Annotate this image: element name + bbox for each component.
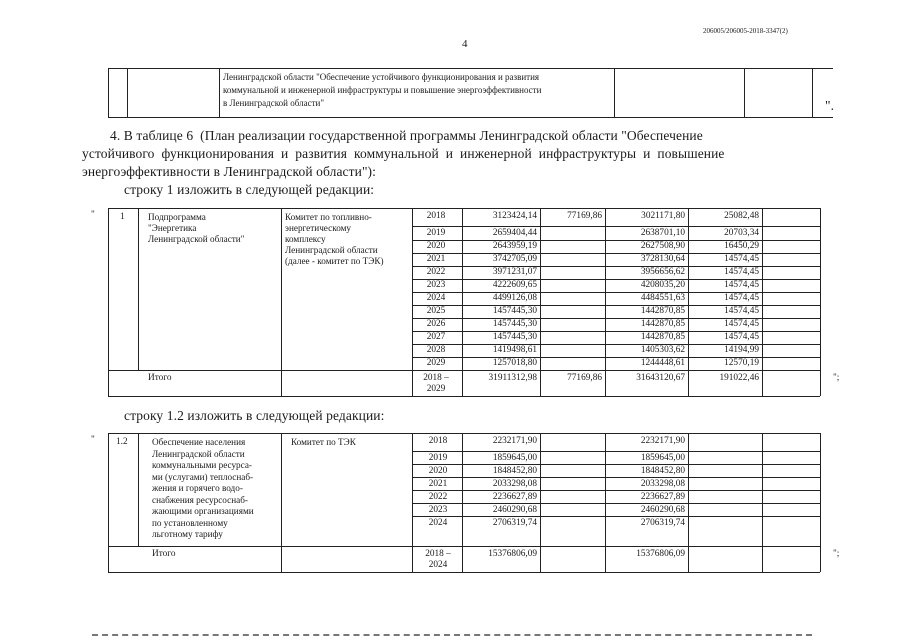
row-1-total-cell: 4499126,08 [492, 293, 537, 303]
row-1-local-cell: 14574,45 [724, 332, 759, 342]
row-1-2-total-cell: 2236627,89 [492, 492, 537, 502]
row-1-2-total-sum: 15376806,09 [488, 549, 537, 559]
row-1-2-total-label: Итого [152, 549, 176, 559]
row-1-2-regional-cell: 1859645,00 [640, 453, 685, 463]
paragraph-line-3: энергоэффективности в Ленинградской области"): [82, 164, 377, 179]
row-1-regional-cell: 4484551,63 [640, 293, 685, 303]
row-1-year-cell: 2029 [426, 358, 446, 368]
row-1-2-year-cell: 2021 [428, 479, 448, 489]
row-1-2-executor: Комитет по ТЭК [291, 437, 356, 447]
row-1-total-sum: 31911312,98 [488, 373, 537, 383]
row-1-year-cell: 2022 [426, 267, 446, 277]
row-1-local-cell: 14574,45 [724, 280, 759, 290]
row-1-year-cell: 2024 [426, 293, 446, 303]
row-1-2-regional-cell: 1848452,80 [640, 466, 685, 476]
row-1-year-cell: 2020 [426, 241, 446, 251]
row-1-2-year-cell: 2022 [428, 492, 448, 502]
row-1-total-cell: 2659404,44 [492, 228, 537, 238]
row-1-2-total-cell: 1859645,00 [492, 453, 537, 463]
row-1-total-cell: 1457445,30 [492, 306, 537, 316]
row-1-local-cell: 16450,29 [724, 241, 759, 251]
row-1-regional-cell: 2627508,90 [640, 241, 685, 251]
row-1-2-total-cell: 2033298,08 [492, 479, 537, 489]
row-1-total-cell: 1419498,61 [492, 345, 537, 355]
row-1-total-cell: 1457445,30 [492, 332, 537, 342]
row-1-regional-cell: 1405303,62 [640, 345, 685, 355]
row-1-year-cell: 2018 [426, 211, 446, 221]
row-1-regional-cell: 1442870,85 [640, 332, 685, 342]
row-1-2-open-quote: " [91, 435, 95, 445]
row-1-year-cell: 2023 [426, 280, 446, 290]
row-1-2-year-cell: 2024 [428, 518, 448, 528]
row-1-close-mark: "; [833, 373, 840, 383]
row-1-2-total-year-b: 2024 [428, 560, 448, 570]
row-1-total-label: Итого [148, 373, 172, 383]
row-1-year-cell: 2025 [426, 306, 446, 316]
row-1-local-cell: 14574,45 [724, 267, 759, 277]
row-1-year-cell: 2026 [426, 319, 446, 329]
row-1-2-total-year-a: 2018 – [425, 549, 451, 559]
row-1-total-local: 191022,46 [719, 373, 759, 383]
row-1-regional-cell: 1442870,85 [640, 306, 685, 316]
instruction-row-1-2: строку 1.2 изложить в следующей редакции: [124, 408, 385, 423]
row-1-regional-cell: 2638701,10 [640, 228, 685, 238]
row-1-2-year-cell: 2023 [428, 505, 448, 515]
row-1-local-cell: 25082,48 [724, 211, 759, 221]
document-id: 206005/206005-2018-3347(2) [703, 27, 788, 35]
row-1-total-cell: 3742705,09 [492, 254, 537, 264]
row-1-executor: Комитет по топливно- энергетическому комплексу Ленинградской области (далее - комитет по ТЭК) [285, 212, 384, 266]
row-1-2-total-regional: 15376806,09 [636, 549, 685, 559]
row-1-regional-cell: 3021171,80 [641, 211, 685, 221]
row-1-local-cell: 12570,19 [724, 358, 759, 368]
row-1-local-cell: 14574,45 [724, 306, 759, 316]
row-1-2-regional-cell: 2706319,74 [640, 518, 685, 528]
row-1-2-regional-cell: 2232171,90 [640, 436, 685, 446]
row-1-number: 1 [120, 212, 125, 222]
row-1-2-regional-cell: 2460290,68 [640, 505, 685, 515]
row-1-regional-cell: 1244448,61 [640, 358, 685, 368]
row-1-local-cell: 14194,99 [724, 345, 759, 355]
row-1-year-cell: 2019 [426, 228, 446, 238]
row-1-total-cell: 2643959,19 [492, 241, 537, 251]
row-1-total-cell: 3971231,07 [492, 267, 537, 277]
row-1-total-regional: 31643120,67 [636, 373, 685, 383]
row-1-subprogram-name: Подпрограмма "Энергетика Ленинградской области" [148, 212, 245, 244]
row-1-2-close-mark: "; [833, 549, 840, 559]
row-1-open-quote: " [91, 210, 95, 220]
row-1-2-regional-cell: 2033298,08 [640, 479, 685, 489]
row-1-year-cell: 2027 [426, 332, 446, 342]
row-1-regional-cell: 3956656,62 [640, 267, 685, 277]
row-1-total-federal: 77169,86 [567, 373, 602, 383]
row-1-regional-cell: 1442870,85 [640, 319, 685, 329]
fragment-line-1: Ленинградской области "Обеспечение устойчивого функционирования и развития [223, 72, 540, 82]
row-1-2-year-cell: 2020 [428, 466, 448, 476]
row-1-year-cell: 2021 [426, 254, 446, 264]
row-1-2-regional-cell: 2236627,89 [640, 492, 685, 502]
page-number: 4 [462, 38, 468, 50]
row-1-2-year-cell: 2019 [428, 453, 448, 463]
instruction-row-1: строку 1 изложить в следующей редакции: [124, 182, 375, 197]
row-1-regional-cell: 3728130,64 [640, 254, 685, 264]
row-1-total-year-b: 2029 [426, 384, 446, 394]
row-1-2-total-cell: 2706319,74 [492, 518, 537, 528]
row-1-total-cell: 3123424,14 [492, 211, 537, 221]
row-1-2-year-cell: 2018 [428, 436, 448, 446]
row-1-total-cell: 1257018,80 [492, 358, 537, 368]
row-1-local-cell: 14574,45 [724, 254, 759, 264]
row-1-2-activity-name: Обеспечение населения Ленинградской области коммунальными ресурса- ми (услугами) теплоснаб- жения и горячего водо- снабжения ресурсоснаб- жающими организациями по установленному льготному тарифу [152, 437, 254, 539]
scan-edge-artifact [92, 634, 812, 636]
fragment-line-2: коммунальной и инженерной инфраструктуры и повышение энергоэффективности [223, 85, 542, 95]
fragment-line-3: в Ленинградской области" [223, 98, 324, 108]
row-1-2-number: 1.2 [116, 437, 128, 447]
row-1-year-cell: 2028 [426, 345, 446, 355]
row-1-2-total-cell: 2232171,90 [492, 436, 537, 446]
row-1-federal-cell: 77169,86 [567, 211, 602, 221]
row-1-local-cell: 14574,45 [724, 293, 759, 303]
row-1-regional-cell: 4208035,20 [640, 280, 685, 290]
row-1-total-cell: 4222609,65 [492, 280, 537, 290]
row-1-total-cell: 1457445,30 [492, 319, 537, 329]
row-1-2-total-cell: 2460290,68 [492, 505, 537, 515]
row-1-local-cell: 20703,34 [724, 228, 759, 238]
fragment-end-mark: ". [825, 98, 835, 113]
paragraph-line-1: 4. В таблице 6 (План реализации государственной программы Ленинградской области "Обеспечение [110, 128, 703, 143]
paragraph-line-2: устойчивого функционирования и развития коммунальной и инженерной инфраструктуры и повышение [82, 146, 725, 161]
row-1-local-cell: 14574,45 [724, 319, 759, 329]
row-1-2-total-cell: 1848452,80 [492, 466, 537, 476]
row-1-total-year-a: 2018 – [423, 373, 449, 383]
